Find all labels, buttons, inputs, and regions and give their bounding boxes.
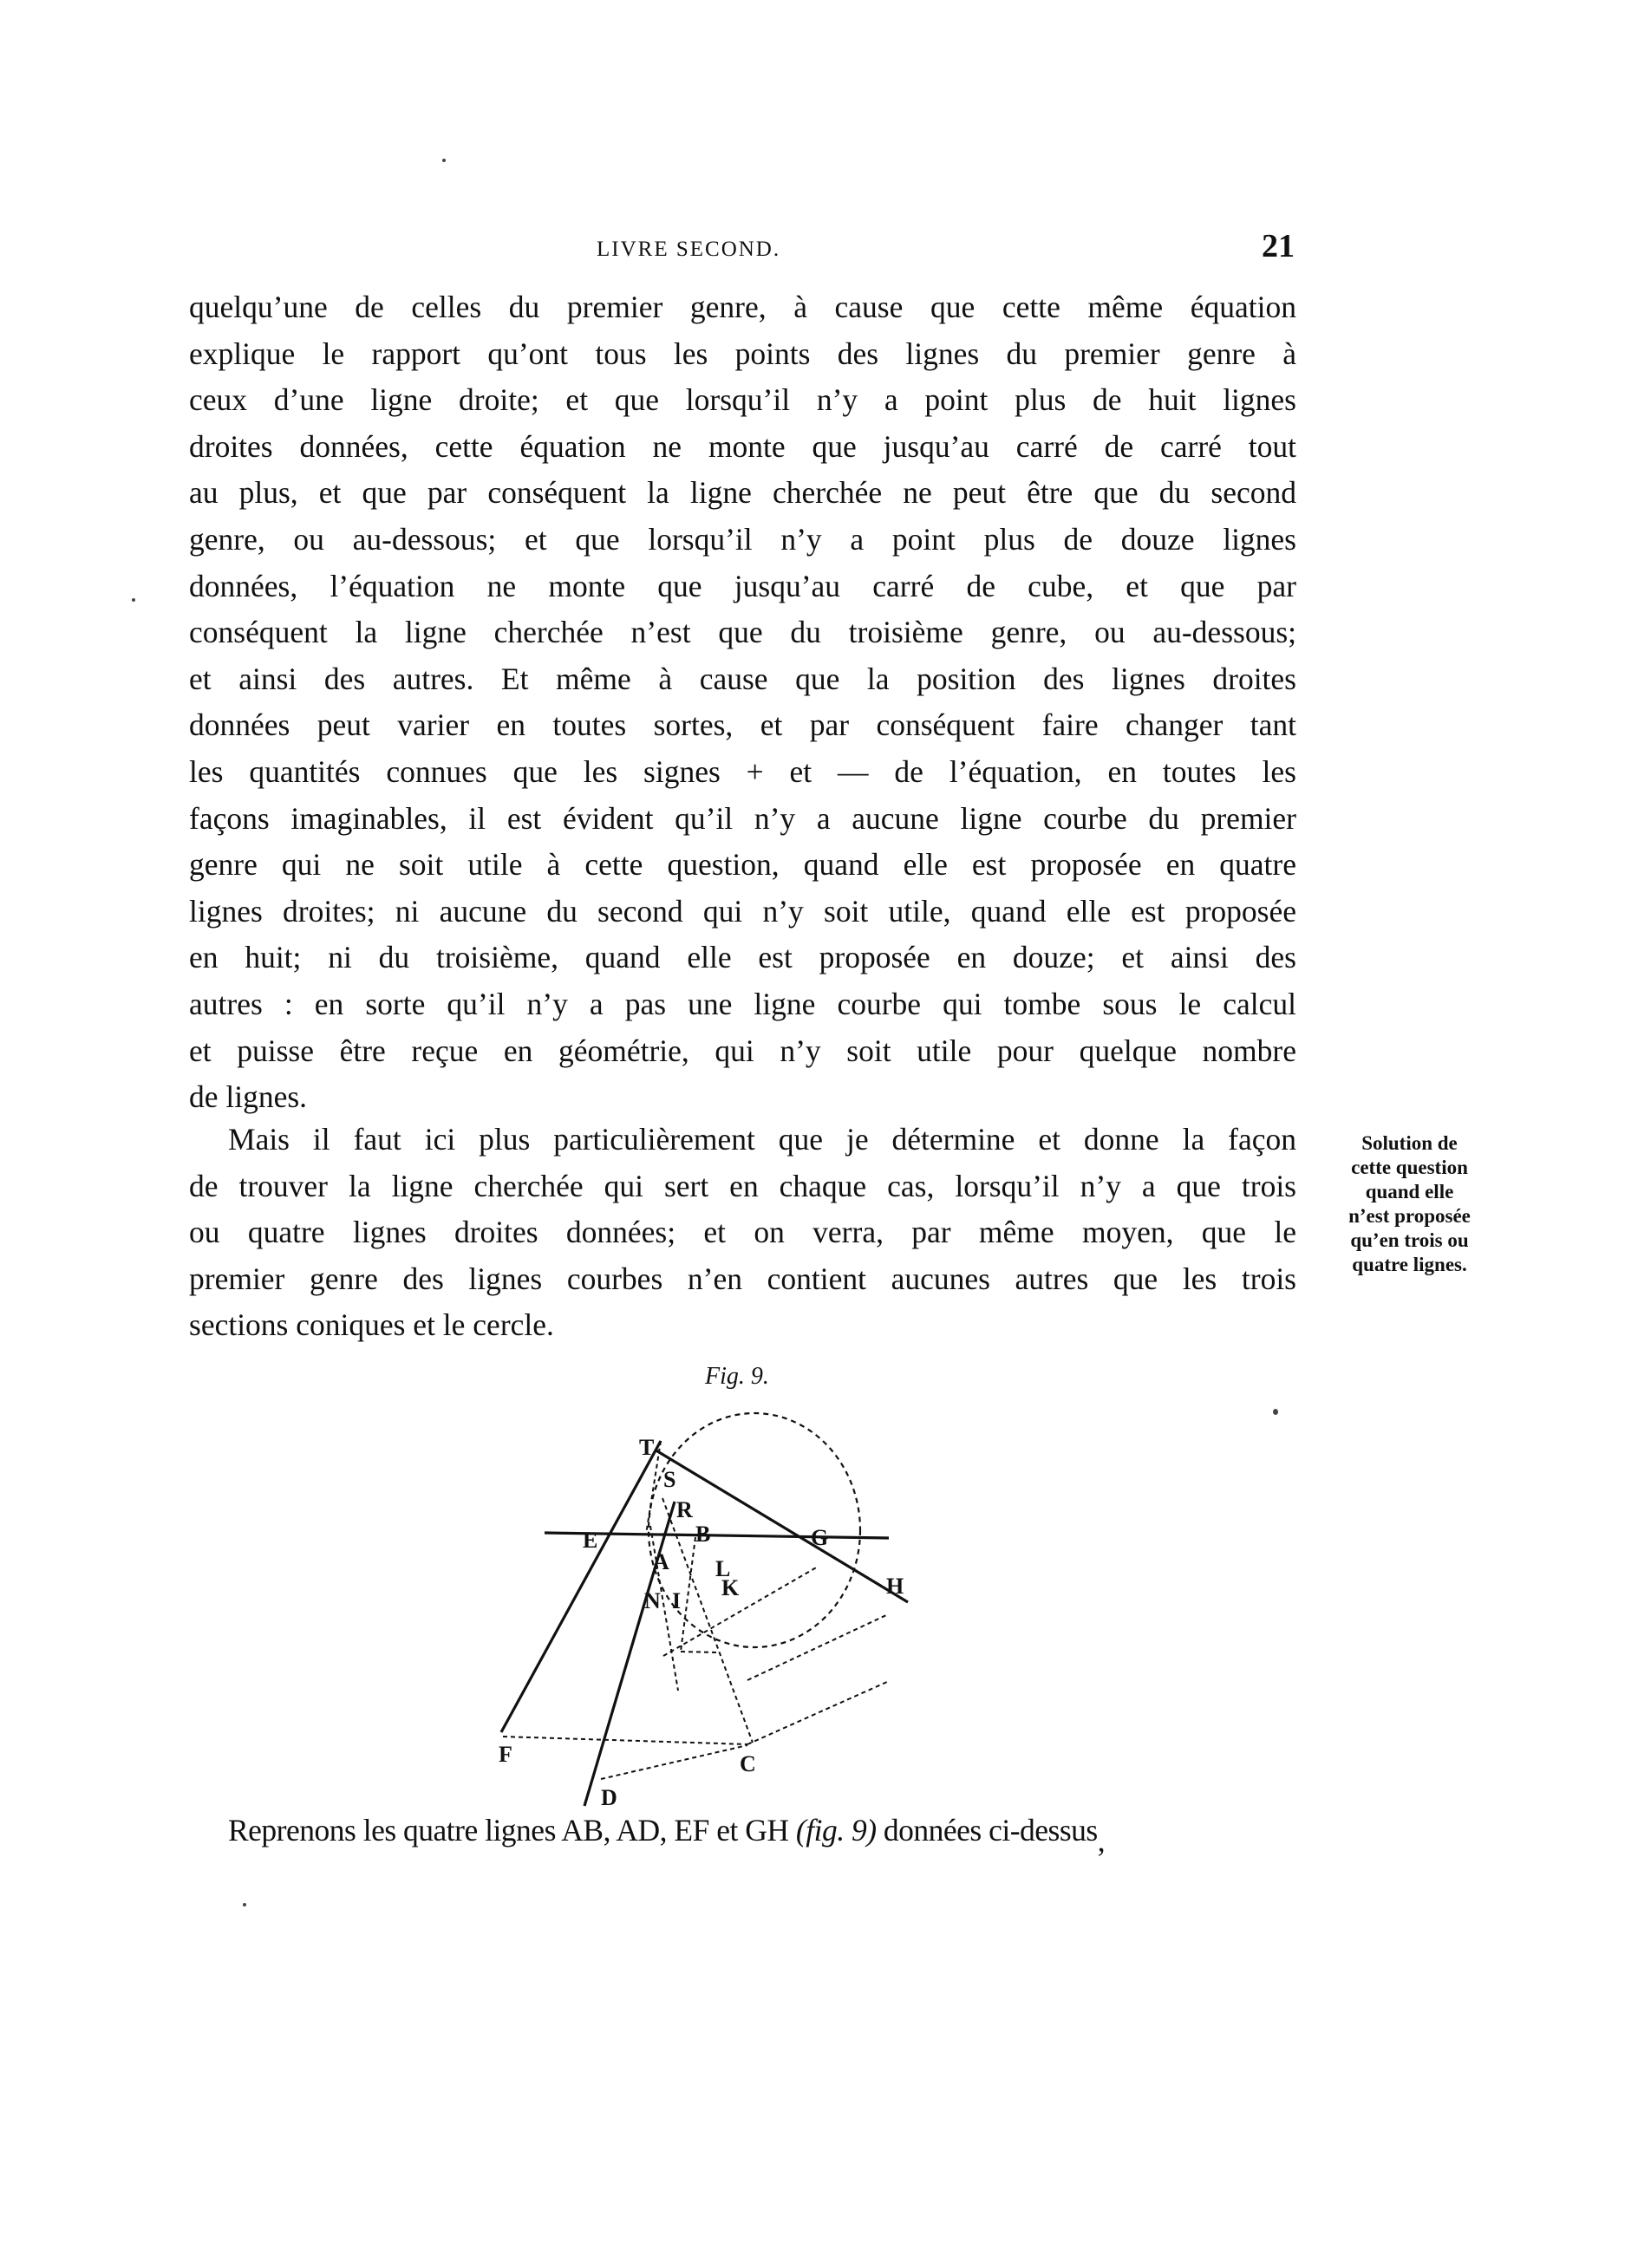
text-line: et puisse être reçue en géométrie, qui n’y soit utile pour quelque nombre [189,1033,1296,1068]
label-R: R [676,1497,693,1522]
text-line: genre, ou au-dessous; et que lorsqu’il n’y a point plus de douze lignes [189,521,1296,557]
print-speck [1273,1409,1278,1415]
print-speck [243,1903,246,1906]
text-line: ceux d’une ligne droite; et que lorsqu’il n’y a point plus de huit lignes [189,382,1296,418]
geometric-figure [477,1404,1041,1810]
text-line: ou quatre lignes droites données; et on verra, par même moyen, que le [189,1215,1296,1250]
text-line: droites données, cette équation ne monte que jusqu’au carré de carré tout [189,428,1296,464]
figure-caption: Fig. 9. [705,1363,769,1390]
label-N: N [644,1588,661,1613]
margin-note-line: cette question [1351,1157,1468,1178]
label-H: H [886,1574,904,1599]
paragraph-2 [189,1117,1296,1349]
line-EF [501,1441,661,1732]
text-line: les quantités connues que les signes + et — de l’équation, en toutes les [189,753,1296,789]
margin-note-line: quand elle [1365,1181,1454,1202]
text-line: conséquent la ligne cherchée n’est que du troisième genre, ou au-dessous; [189,615,1296,650]
margin-note [1308,1131,1511,1277]
label-A: A [653,1549,669,1574]
text-line: quelqu’une de celles du premier genre, à cause que cette même équation [189,290,1296,324]
margin-note-line: n’est proposée [1348,1205,1471,1227]
label-I: I [672,1588,682,1613]
label-S: S [663,1467,676,1492]
trailing-comma: , [1097,1823,1106,1858]
figure-reference: (fig. 9) [795,1813,877,1848]
label-L: L [715,1556,731,1581]
text-line: façons imaginables, il est évident qu’il n’y a aucune ligne courbe du premier [189,800,1296,836]
figure-diagram [477,1404,1041,1810]
text-line: explique le rapport qu’ont tous les points des lignes du premier genre à [189,336,1296,371]
label-E: E [583,1528,598,1553]
text-line: sections coniques et le cercle. [189,1307,554,1343]
text-line: et ainsi des autres. Et même à cause que la position des lignes droites [189,661,1296,696]
running-head: LIVRE SECOND. [597,238,781,261]
label-G: G [811,1525,829,1550]
label-D: D [601,1785,617,1810]
final-line-text-end: données ci-dessus [876,1813,1098,1848]
final-line-text: Reprenons les quatre lignes AB, AD, EF et GH [228,1813,796,1848]
margin-note-line: Solution de [1361,1132,1458,1154]
print-speck [132,598,135,602]
paragraph-1 [189,284,1296,1121]
print-speck [442,159,446,162]
text-line: au plus, et que par conséquent la ligne cherchée ne peut être que du second [189,475,1296,511]
margin-note-line: quatre lignes. [1352,1254,1467,1275]
line-AD [584,1502,675,1806]
text-line: premier genre des lignes courbes n’en contient aucunes autres que les trois [189,1261,1296,1296]
text-line: en huit; ni du troisième, quand elle est proposée en douze; et ainsi des [189,940,1296,975]
text-line: lignes droites; ni aucune du second qui n’y soit utile, quand elle est proposée [189,893,1296,929]
label-C: C [740,1751,756,1776]
text-line: données peut varier en toutes sortes, et par conséquent faire changer tant [189,707,1296,743]
text-line: Mais il faut ici plus particulièrement que je détermine et donne la façon [228,1122,1296,1157]
text-line: autres : en sorte qu’il n’y a pas une ligne courbe qui tombe sous le calcul [189,986,1296,1021]
label-T: T [639,1435,655,1460]
label-F: F [499,1742,512,1767]
label-B: B [695,1522,711,1547]
text-line: genre qui ne soit utile à cette question, quand elle est proposée en quatre [189,847,1296,883]
text-line: de lignes. [189,1079,308,1115]
text-line: données, l’équation ne monte que jusqu’au carré de cube, et que par [189,568,1296,603]
final-line [228,1812,1106,1858]
page-number: 21 [1262,228,1295,264]
margin-note-line: qu’en trois ou [1350,1229,1469,1251]
text-line: de trouver la ligne cherchée qui sert en chaque cas, lorsqu’il n’y a que trois [189,1168,1296,1203]
label-K: K [721,1575,740,1600]
page-header [189,228,1295,267]
